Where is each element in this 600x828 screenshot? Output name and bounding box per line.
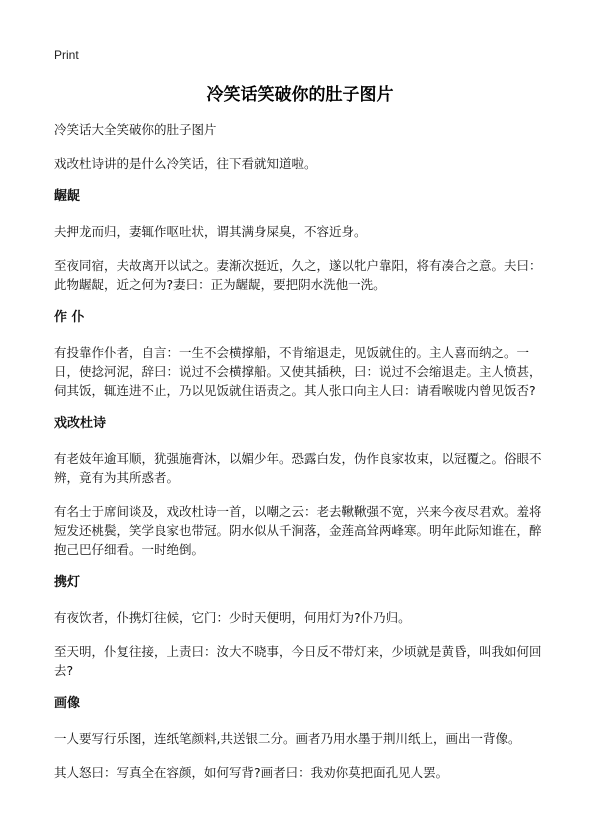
- section-paragraph: 有名士于席间谈及，戏改杜诗一首，以嘲之云：老去鞦鞦强不宽，兴来今夜尽君欢。羞将短发还桃鬓，笑学良家也带冠。阴水似从千涧落，金莲高耸两峰寒。明年此际知谁在，醉抱己巴仔细看。一时绝倒。: [54, 504, 542, 557]
- section-heading: 戏改杜诗: [54, 416, 107, 431]
- section-paragraph: 有夜饮者，仆携灯往候，它门：少时天便明，何用灯为?仆乃归。: [54, 610, 411, 625]
- intro-line: 冷笑话大全笑破你的肚子图片: [54, 122, 217, 137]
- section-paragraph: 至夜同宿，夫故离开以试之。妻渐次挺近，久之，遂以牝户靠阳，将有凑合之意。夫曰：此物龌龊，近之何为?妻曰：正为龌龊，要把阴水洗他一洗。: [54, 258, 542, 292]
- section-paragraph: 夫押龙而归，妻辄作呕吐状，谓其满身屎臭，不容近身。: [54, 224, 367, 239]
- section-paragraph: 其人怒曰：写真全在容颜，如何写背?画者曰：我劝你莫把面孔见人罢。: [54, 765, 449, 780]
- section-paragraph: 有投靠作仆者，自言：一生不会横撑船，不肯缩退走，见饭就住的。主人喜而纳之。一日，使捻河泥，辞曰：说过不会横撑船。又使其插秧，曰：说过不会缩退走。主人愤甚，伺其饭，辄连进不止，乃以见饭就住语责之。其人张口向主人曰：请看喉咙内曾见饭否?: [54, 345, 542, 398]
- section: [54, 695, 552, 782]
- section: [54, 188, 552, 294]
- section-paragraph: 至天明，仆复往接，上责曰：汝大不晓事，今日反不带灯来，少顷就是黄昏，叫我如何回去?: [54, 644, 542, 678]
- section-heading: 画像: [54, 696, 81, 711]
- page-title: 冷笑话笑破你的肚子图片: [206, 85, 394, 105]
- section-paragraph: 一人要写行乐图，连纸笔颜料,共送银二分。画者乃用水墨于荆川纸上，画出一背像。: [54, 731, 521, 746]
- section: [54, 309, 552, 400]
- article-body: [54, 120, 552, 797]
- section-heading: 作 仆: [54, 310, 85, 325]
- section: [54, 415, 552, 559]
- intro-line: 戏改杜诗讲的是什么冷笑话，往下看就知道啦。: [54, 156, 317, 171]
- section-paragraph: 有老妓年逾耳顺，犹强施膏沐，以媚少年。恐露白发，伪作良家妆束，以冠覆之。俗眼不辨，竟有为其所惑者。: [54, 451, 542, 485]
- section-heading: 龌龊: [54, 189, 81, 204]
- section-heading: 携灯: [54, 575, 81, 590]
- print-link[interactable]: Print: [54, 48, 79, 62]
- section: [54, 574, 552, 680]
